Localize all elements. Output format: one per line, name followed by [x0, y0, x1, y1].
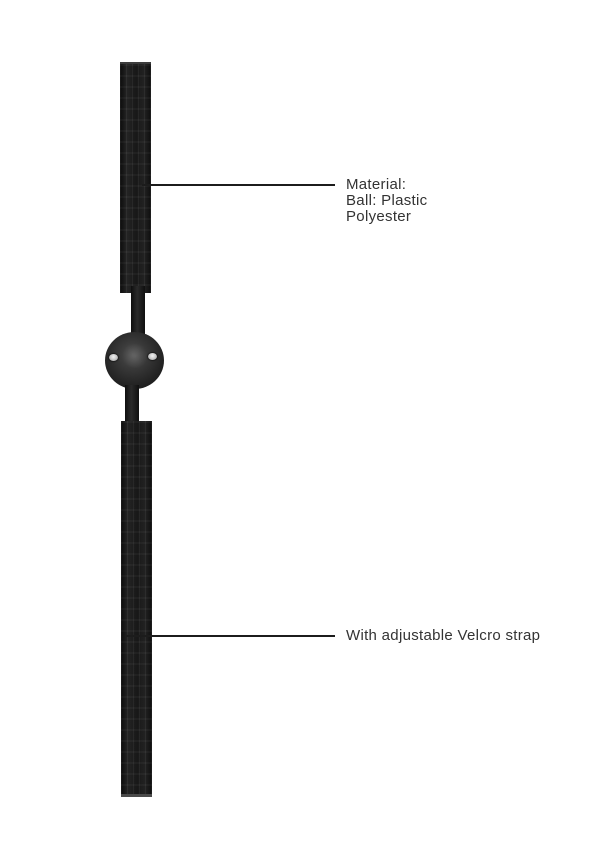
material-label-line-1: Material:: [346, 176, 407, 193]
material-callout-label: [346, 177, 427, 225]
material-callout-line: [142, 184, 335, 186]
ball-breathing-hole-right: [148, 353, 157, 360]
ball-highlight: [121, 344, 149, 368]
ball-breathing-hole-left: [109, 354, 118, 361]
upper-velcro-strap: [120, 62, 151, 293]
material-label-line-3: Polyester: [346, 208, 412, 225]
material-label-line-2: Ball: Plastic: [346, 192, 428, 209]
upper-strap-band: [131, 286, 145, 338]
lower-velcro-strap: [121, 421, 152, 797]
gag-ball: [105, 332, 164, 389]
strap-callout-line: [126, 635, 335, 637]
strap-callout-label: With adjustable Velcro strap: [346, 627, 541, 644]
lower-strap-band: [125, 385, 139, 423]
